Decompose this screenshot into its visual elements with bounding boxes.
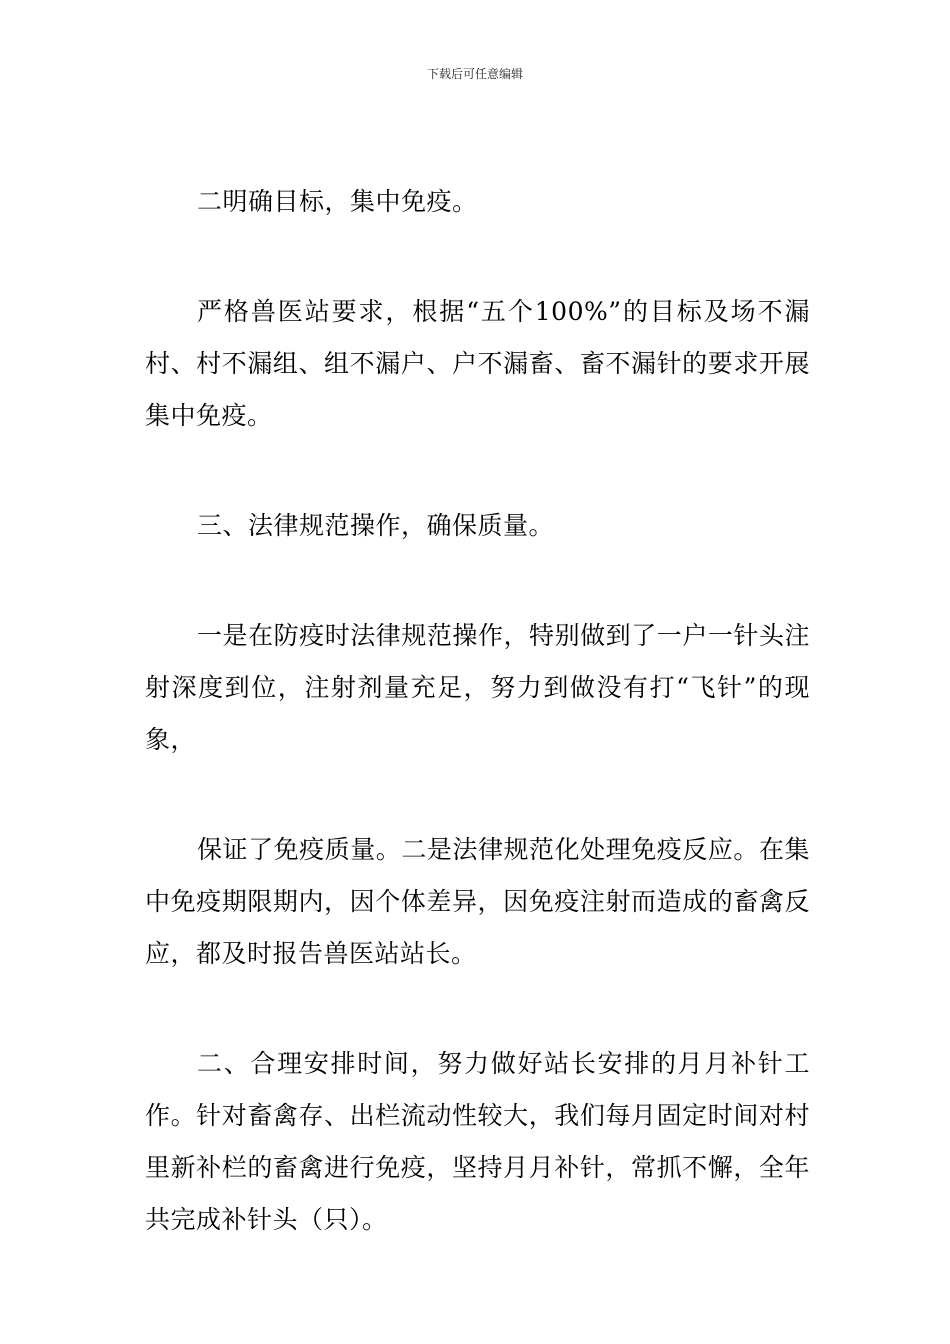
page-header: 下载后可任意编辑	[426, 67, 523, 81]
paragraph-operation: 一是在防疫时法律规范操作，特别做到了一户一针头注射深度到位，注射剂量充足，努力到做没有打“飞针”的现象，	[145, 621, 810, 754]
paragraph-schedule: 二、合理安排时间，努力做好站长安排的月月补针工作。针对畜禽存、出栏流动性较大，我们每月固定时间对村里新补栏的畜禽进行免疫，坚持月月补针，常抓不懈，全年共完成补针头（只）。	[145, 1049, 810, 1234]
paragraph-goal-body: 严格兽医站要求，根据“五个100%”的目标及场不漏村、村不漏组、组不漏户、户不漏畜、畜不漏针的要求开展集中免疫。	[145, 297, 810, 430]
paragraph-quality-heading: 三、法律规范操作，确保质量。	[197, 511, 555, 540]
paragraph-reaction: 保证了免疫质量。二是法律规范化处理免疫反应。在集中免疫期限期内，因个体差异，因免疫注射而造成的畜禽反应，都及时报告兽医站站长。	[145, 835, 810, 968]
paragraph-goal-heading: 二明确目标，集中免疫。	[197, 187, 478, 216]
document-body	[145, 176, 810, 1304]
